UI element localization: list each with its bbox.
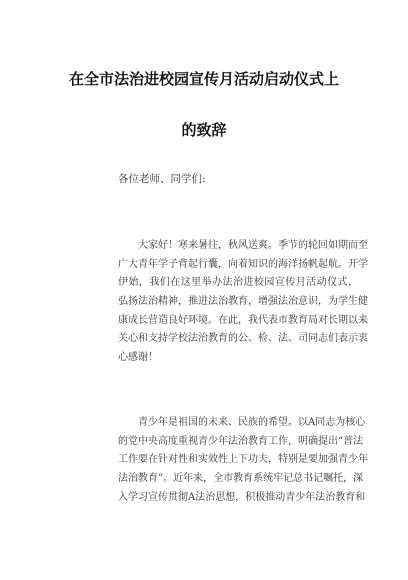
paragraph-line: 大家好！寒来暑往，秋风送爽。季节的轮回如期而至 xyxy=(138,240,368,251)
paragraph-line: 法治教育”。近年来，全市教育系统牢记总书记嘱托，深 xyxy=(118,473,364,485)
paragraph-1 xyxy=(118,237,368,368)
paragraph-line: 广大青年学子背起行囊，向着知识的海洋扬帆起航。开学 xyxy=(118,258,368,270)
document-title-line-2: 的致辞 xyxy=(181,121,227,139)
paragraph-line: 工作要在针对性和实效性上下功夫，特别是要加强青少年 xyxy=(118,454,368,466)
document-title-line-1: 在全市法治进校园宣传月活动启动仪式上 xyxy=(68,70,339,88)
paragraph-2 xyxy=(118,414,368,507)
paragraph-line: 心感谢！ xyxy=(118,352,158,364)
salutation: 各位老师、同学们: xyxy=(118,173,206,185)
paragraph-line: 青少年是祖国的未来、民族的希望。以A同志为核心 xyxy=(138,417,366,428)
paragraph-line: 关心和支持学校法治教育的公、检、法、司同志们表示衷 xyxy=(118,333,368,345)
paragraph-line: 康成长营造良好环境。在此，我代表市教育局对长期以来 xyxy=(118,314,368,326)
paragraph-line: 弘扬法治精神，推进法治教育，增强法治意识，为学生健 xyxy=(118,296,368,308)
paragraph-line: 入学习宣传贯彻A法治思想，积极推动青少年法治教育和 xyxy=(118,491,366,503)
paragraph-line: 伊始，我们在这里举办法治进校园宣传月活动仪式， xyxy=(118,277,358,289)
paragraph-line: 的党中央高度重视青少年法治教育工作，明确提出“普法 xyxy=(118,435,364,447)
